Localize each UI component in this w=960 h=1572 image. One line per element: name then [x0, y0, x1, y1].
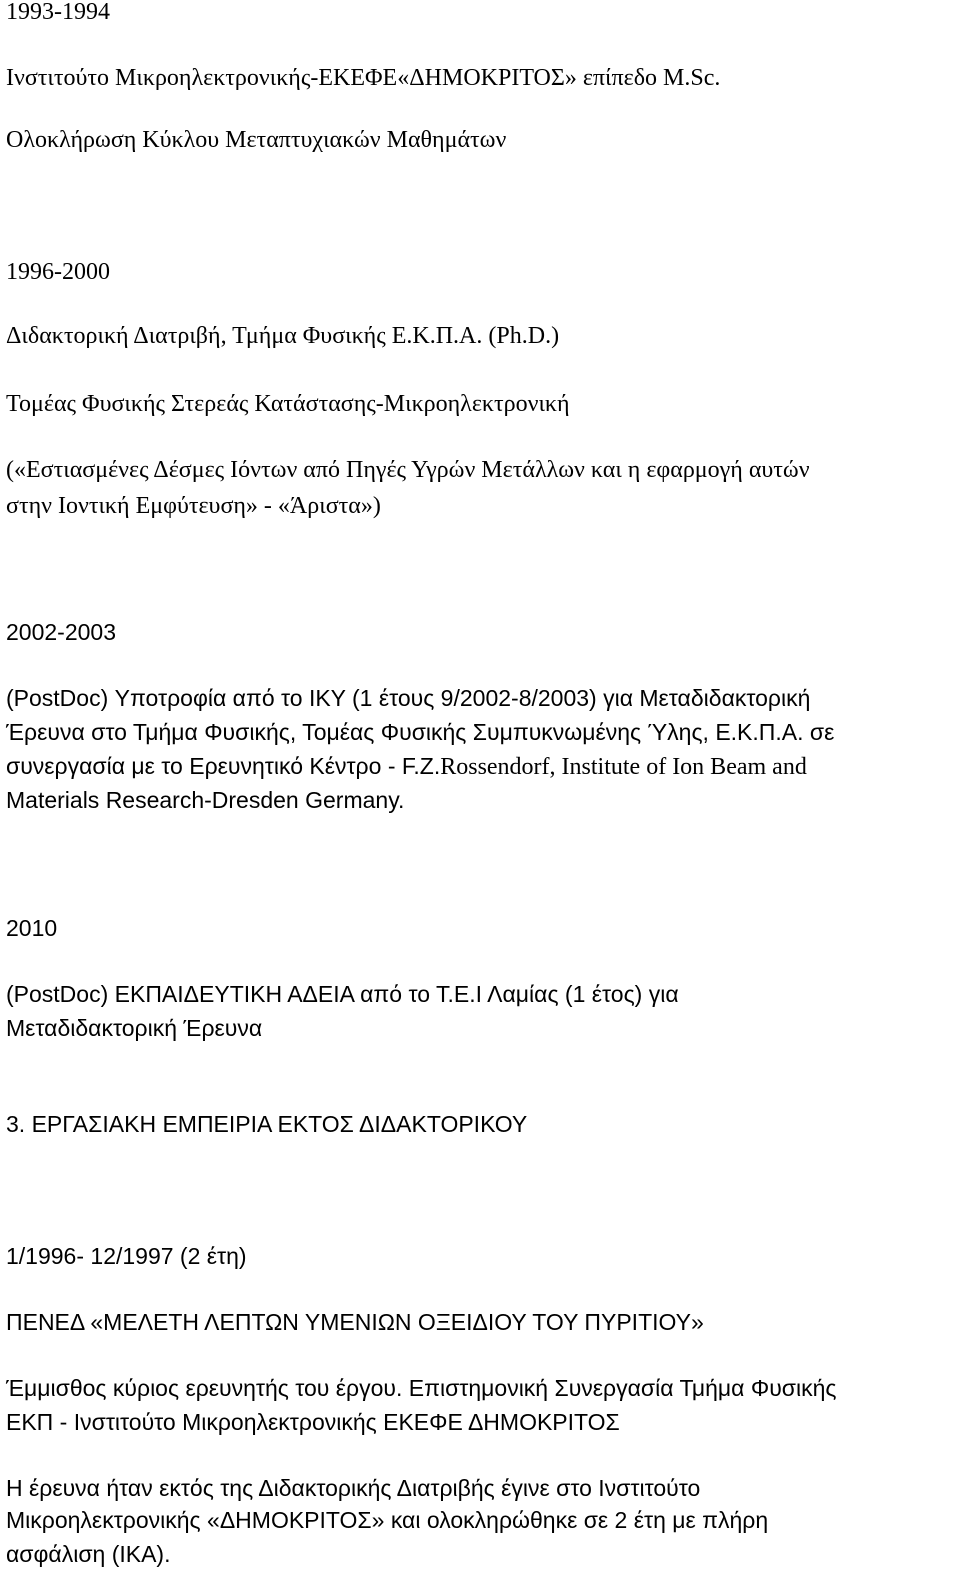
phd-title-line-1: («Εστιασμένες Δέσμες Ιόντων από Πηγές Υγρών Μετάλλων και η εφαρμογή αυτών — [6, 457, 810, 483]
research-note-line-1: Η έρευνα ήταν εκτός της Διδακτορικής Διατριβής έγινε στο Ινστιτούτο — [6, 1475, 701, 1501]
project-title: ΠΕΝΕΔ «ΜΕΛΕΤΗ ΛΕΠΤΩΝ ΥΜΕΝΙΩΝ ΟΞΕΙΔΙΟΥ ΤΟΥ ΠΥΡΙΤΙΟΥ» — [6, 1309, 704, 1335]
postdoc-iky-line-4: Materials Research-Dresden Germany. — [6, 787, 405, 813]
postdoc-iky-line-1: (PostDoc) Υποτροφία από το ΙΚΥ (1 έτους 9/2002-8/2003) για Μεταδιδακτορική — [6, 685, 811, 711]
year-1996-2000: 1996-2000 — [6, 259, 110, 285]
phd-title-line-2: στην Ιοντική Εμφύτευση» - «Άριστα») — [6, 493, 381, 519]
role-line-1: Έμμισθος κύριος ερευνητής του έργου. Επιστημονική Συνεργασία Τμήμα Φυσικής — [6, 1375, 837, 1401]
section-heading-3: 3. ΕΡΓΑΣΙΑΚΗ ΕΜΠΕΙΡΙΑ ΕΚΤΟΣ ΔΙΔΑΚΤΟΡΙΚΟΥ — [6, 1111, 528, 1137]
courses-completion-line: Ολοκλήρωση Κύκλου Μεταπτυχιακών Μαθημάτων — [6, 127, 507, 153]
institute-msc-line: Ινστιτούτο Μικροηλεκτρονικής-ΕΚΕΦΕ«ΔΗΜΟΚΡΙΤΟΣ» επίπεδο M.Sc. — [6, 65, 721, 91]
phd-line: Διδακτορική Διατριβή, Τμήμα Φυσικής Ε.Κ.Π.Α. (Ph.D.) — [6, 323, 560, 349]
postdoc-iky-line-3b: Rossendorf, Institute of Ion Beam and — [440, 754, 807, 780]
role-line-2: ΕΚΠ - Ινστιτούτο Μικροηλεκτρονικής ΕΚΕΦΕ ΔΗΜΟΚΡΙΤΟΣ — [6, 1409, 620, 1435]
postdoc-iky-line-3a: συνεργασία με το Ερευνητικό Κέντρο - F.Z. — [6, 753, 441, 779]
year-2010: 2010 — [6, 915, 58, 941]
research-note-line-3: ασφάλιση (ΙΚΑ). — [6, 1541, 171, 1567]
year-2002-2003: 2002-2003 — [6, 619, 116, 645]
postdoc-teilam-line-2: Μεταδιδακτορική Έρευνα — [6, 1015, 263, 1041]
postdoc-iky-line-2: Έρευνα στο Τμήμα Φυσικής, Τομέας Φυσικής Συμπυκνωμένης Ύλης, Ε.Κ.Π.Α. σε — [6, 719, 835, 745]
postdoc-iky-line-3 — [6, 748, 807, 785]
postdoc-teilam-line-1: (PostDoc) ΕΚΠΑΙΔΕΥΤΙΚΗ ΑΔΕΙΑ από το Τ.Ε.Ι Λαμίας (1 έτος) για — [6, 981, 679, 1007]
phd-sector-line: Τομέας Φυσικής Στερεάς Κατάστασης-Μικροηλεκτρονική — [6, 391, 570, 417]
period-1996-1997: 1/1996- 12/1997 (2 έτη) — [6, 1243, 247, 1269]
year-1993: 1993-1994 — [6, 0, 110, 25]
research-note-line-2: Μικροηλεκτρονικής «ΔΗΜΟΚΡΙΤΟΣ» και ολοκληρώθηκε σε 2 έτη με πλήρη — [6, 1507, 769, 1533]
